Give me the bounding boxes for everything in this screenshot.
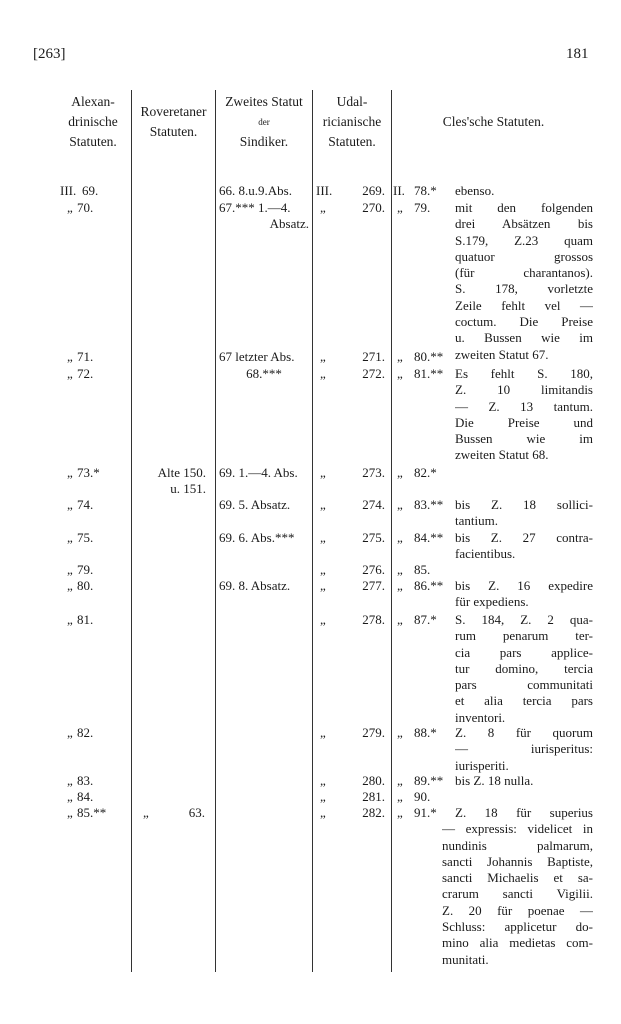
note-line: — expressis: videlicet in	[442, 821, 593, 837]
note-line: S. 178, vorletzte	[455, 281, 593, 297]
alex-number: 81.	[77, 612, 94, 627]
header-clessche: Cles'sche Statuten.	[442, 114, 545, 129]
note-line: sancti Michaelis et sa-	[442, 870, 593, 886]
cles-prefix: „	[397, 578, 403, 593]
header-sindiker	[216, 92, 312, 152]
udal-number: 270.	[362, 200, 385, 215]
alex-prefix: „	[67, 366, 73, 381]
cles-prefix: „	[397, 725, 403, 740]
note-line: tantium.	[455, 513, 498, 529]
note-line: cia pars applice-	[455, 644, 593, 660]
udal-number: 282.	[362, 805, 385, 820]
alex-number: 71.	[77, 349, 94, 364]
header-line: Sindiker.	[239, 134, 289, 149]
column-divider	[391, 90, 392, 972]
note-line: facientibus.	[455, 546, 516, 562]
column-divider	[215, 90, 216, 972]
cles-prefix: „	[397, 805, 403, 820]
alex-prefix: III.	[60, 183, 77, 198]
udal-prefix: „	[320, 805, 326, 820]
cles-prefix: „	[397, 200, 403, 215]
alex-number: 85.**	[77, 805, 107, 820]
udal-number: 276.	[362, 562, 385, 577]
sind-reference: 67.*** 1.—4.	[219, 200, 291, 215]
alex-number: 70.	[77, 200, 94, 215]
note-line: Es fehlt S. 180,	[455, 366, 593, 381]
udal-number: 269.	[362, 183, 385, 198]
note-line: Die Preise und	[455, 414, 593, 430]
note-line: zweiten Statut 67.	[455, 346, 549, 362]
cles-number: 80.**	[414, 349, 444, 364]
alex-prefix: „	[67, 773, 73, 788]
alex-number: 84.	[77, 789, 94, 804]
note-line: S.179, Z.23 quam	[455, 232, 593, 248]
note-line: iurisperiti.	[455, 757, 509, 773]
udal-prefix: „	[320, 773, 326, 788]
note-line: munitati.	[442, 951, 489, 967]
alex-number: 69.	[82, 183, 99, 198]
sind-reference: 69. 6. Abs.***	[219, 530, 295, 545]
note-line: — Z. 13 tantum.	[455, 398, 593, 414]
note-line: pars communitati	[455, 677, 593, 693]
udal-number: 280.	[362, 773, 385, 788]
cles-prefix: „	[397, 465, 403, 480]
cles-note	[455, 530, 593, 563]
note-line: coctum. Die Preise	[455, 314, 593, 330]
alex-number: 74.	[77, 497, 94, 512]
header-line: Alexan-	[71, 94, 115, 109]
alex-prefix: „	[67, 578, 73, 593]
alex-prefix: „	[67, 725, 73, 740]
note-line: mino alia medietas com-	[442, 935, 593, 951]
page-number: 181	[566, 46, 589, 62]
header-roveretaner	[132, 102, 215, 142]
cles-prefix: „	[397, 612, 403, 627]
rov-number: 63.	[188, 805, 205, 820]
alex-prefix: „	[67, 497, 73, 512]
note-line: inventori.	[455, 709, 506, 725]
ditto-mark: „	[143, 805, 149, 820]
udal-number: 277.	[362, 578, 385, 593]
note-line: Bussen wie im	[455, 431, 593, 447]
cles-prefix: II.	[393, 183, 405, 198]
cles-prefix: „	[397, 773, 403, 788]
sind-reference: Absatz.	[269, 216, 309, 231]
note-line: Schluss: applicetur do-	[442, 919, 593, 935]
cles-number: 81.**	[414, 366, 444, 381]
alex-prefix: „	[67, 200, 73, 215]
cles-number: 79.	[414, 200, 431, 215]
sind-reference: 68.***	[246, 366, 282, 381]
header-line: Zweites Statut	[225, 94, 303, 109]
cles-prefix: „	[397, 497, 403, 512]
sind-reference: 67 letzter Abs.	[219, 349, 295, 364]
sind-reference: 69. 1.—4. Abs.	[219, 465, 298, 480]
note-line: drei Absätzen bis	[455, 216, 593, 232]
bracket-page-number: [263]	[33, 46, 66, 62]
alex-number: 80.	[77, 578, 94, 593]
udal-prefix: „	[320, 789, 326, 804]
cles-number: 84.**	[414, 530, 444, 545]
note-line: bis Z. 18 nulla.	[455, 773, 534, 788]
note-line: bis Z. 18 sollici-	[455, 497, 593, 512]
cles-number: 82.*	[414, 465, 437, 480]
cles-number: 88.*	[414, 725, 437, 740]
udal-prefix: „	[320, 349, 326, 364]
note-line: crarum sancti Vigilii.	[442, 886, 593, 902]
sind-reference: 69. 5. Absatz.	[219, 497, 291, 512]
udal-number: 272.	[362, 366, 385, 381]
note-line: sancti Johannis Baptiste,	[442, 853, 593, 869]
header-line: der	[258, 117, 270, 127]
alex-prefix: „	[67, 789, 73, 804]
note-line: Z. 20 für poenae —	[442, 902, 593, 918]
alex-prefix: „	[67, 562, 73, 577]
udal-number: 271.	[362, 349, 385, 364]
cles-number: 87.*	[414, 612, 437, 627]
alex-prefix: „	[67, 349, 73, 364]
alex-prefix: „	[67, 530, 73, 545]
cles-prefix: „	[397, 789, 403, 804]
sind-reference: 66. 8.u.9.Abs.	[219, 183, 292, 198]
rov-reference: Alte 150.	[157, 465, 206, 480]
udal-number: 273.	[362, 465, 385, 480]
cles-number: 83.**	[414, 497, 444, 512]
note-line: S. 184, Z. 2 qua-	[455, 612, 593, 627]
note-line: rum penarum ter-	[455, 628, 593, 644]
cles-number: 89.**	[414, 773, 444, 788]
cles-note	[455, 183, 593, 199]
note-line: ebenso.	[455, 183, 495, 198]
udal-prefix: „	[320, 497, 326, 512]
alex-number: 75.	[77, 530, 94, 545]
header-line: Statuten.	[328, 134, 376, 149]
alex-prefix: „	[67, 612, 73, 627]
alex-number: 83.	[77, 773, 94, 788]
column-divider	[131, 90, 132, 972]
alex-number: 72.	[77, 366, 94, 381]
udal-prefix: „	[320, 200, 326, 215]
header-alexandrinische	[55, 92, 131, 152]
udal-prefix: „	[320, 725, 326, 740]
rov-reference: u. 151.	[170, 481, 206, 496]
udal-prefix: „	[320, 612, 326, 627]
note-line: Z. 8 für quorum	[455, 725, 593, 740]
cles-note	[455, 725, 593, 774]
note-line: für expediens.	[455, 594, 529, 610]
cles-note	[455, 773, 593, 789]
udal-number: 281.	[362, 789, 385, 804]
cles-note	[455, 578, 593, 611]
udal-prefix: „	[320, 530, 326, 545]
udal-prefix: „	[320, 366, 326, 381]
note-line: quatuor grossos	[455, 248, 593, 264]
udal-number: 278.	[362, 612, 385, 627]
note-line: Z. 10 limitandis	[455, 382, 593, 398]
cles-prefix: „	[397, 530, 403, 545]
udal-number: 279.	[362, 725, 385, 740]
note-line: et alia tercia pars	[455, 693, 593, 709]
header-line: ricianische	[322, 114, 382, 129]
note-line: tur domino, tercia	[455, 660, 593, 676]
note-line: bis Z. 27 contra-	[455, 530, 593, 545]
note-line: Zeile fehlt vel —	[455, 297, 593, 313]
sind-reference: 69. 8. Absatz.	[219, 578, 291, 593]
header-line: Udal-	[336, 94, 368, 109]
alex-number: 73.*	[77, 465, 100, 480]
note-line: — iurisperitus:	[455, 741, 593, 757]
cles-note	[442, 805, 593, 968]
note-line: Z. 18 für superius	[455, 805, 593, 820]
cles-number: 91.*	[414, 805, 437, 820]
cles-prefix: „	[397, 366, 403, 381]
alex-number: 82.	[77, 725, 94, 740]
cles-note	[455, 612, 593, 726]
note-line: nundinis palmarum,	[442, 837, 593, 853]
header-line: Statuten.	[69, 134, 117, 149]
cles-number: 85.	[414, 562, 431, 577]
note-line: zweiten Statut 68.	[455, 447, 549, 463]
alex-prefix: „	[67, 805, 73, 820]
cles-note	[455, 200, 593, 363]
header-line: Roveretaner	[140, 104, 207, 119]
cles-note	[455, 366, 593, 464]
alex-prefix: „	[67, 465, 73, 480]
udal-number: 274.	[362, 497, 385, 512]
cles-number: 90.	[414, 789, 431, 804]
header-udalricianische	[313, 92, 391, 152]
note-line: (für charantanos).	[455, 265, 593, 281]
udal-number: 275.	[362, 530, 385, 545]
cles-number: 86.**	[414, 578, 444, 593]
note-line: bis Z. 16 expedire	[455, 578, 593, 593]
header-line: Statuten.	[149, 124, 198, 139]
note-line: u. Bussen wie im	[455, 330, 593, 346]
udal-prefix: „	[320, 578, 326, 593]
cles-prefix: „	[397, 349, 403, 364]
udal-prefix: III.	[316, 183, 333, 198]
alex-number: 79.	[77, 562, 94, 577]
note-line: mit den folgenden	[455, 200, 593, 215]
udal-prefix: „	[320, 465, 326, 480]
cles-note	[455, 497, 593, 530]
header-line: drinische	[68, 114, 118, 129]
udal-prefix: „	[320, 562, 326, 577]
cles-prefix: „	[397, 562, 403, 577]
cles-number: 78.*	[414, 183, 437, 198]
column-divider	[312, 90, 313, 972]
